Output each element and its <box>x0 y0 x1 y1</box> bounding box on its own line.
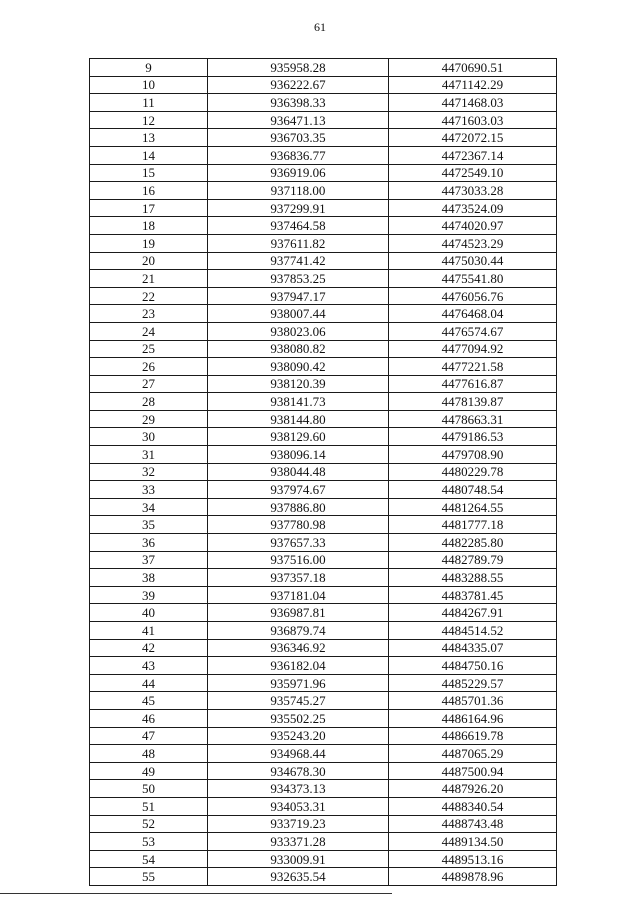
table-row <box>90 498 557 516</box>
x-coordinate-cell: 937886.80 <box>208 498 389 516</box>
x-coordinate-cell: 936879.74 <box>208 622 389 640</box>
point-number-cell: 32 <box>90 463 208 481</box>
point-number-cell: 10 <box>90 76 208 94</box>
y-coordinate-cell: 4488743.48 <box>389 815 557 833</box>
point-number-cell: 18 <box>90 217 208 235</box>
point-number-cell: 26 <box>90 358 208 376</box>
point-number-cell: 39 <box>90 586 208 604</box>
point-number-cell: 21 <box>90 270 208 288</box>
table-row <box>90 604 557 622</box>
table-row <box>90 868 557 886</box>
y-coordinate-cell: 4481264.55 <box>389 498 557 516</box>
y-coordinate-cell: 4476574.67 <box>389 322 557 340</box>
x-coordinate-cell: 938144.80 <box>208 410 389 428</box>
y-coordinate-cell: 4477094.92 <box>389 340 557 358</box>
table-row <box>90 622 557 640</box>
x-coordinate-cell: 936836.77 <box>208 146 389 164</box>
y-coordinate-cell: 4470690.51 <box>389 59 557 77</box>
point-number-cell: 44 <box>90 674 208 692</box>
table-row <box>90 428 557 446</box>
x-coordinate-cell: 935243.20 <box>208 727 389 745</box>
table-row <box>90 410 557 428</box>
y-coordinate-cell: 4472549.10 <box>389 164 557 182</box>
point-number-cell: 41 <box>90 622 208 640</box>
x-coordinate-cell: 936703.35 <box>208 129 389 147</box>
y-coordinate-cell: 4473033.28 <box>389 182 557 200</box>
y-coordinate-cell: 4472367.14 <box>389 146 557 164</box>
table-row <box>90 586 557 604</box>
x-coordinate-cell: 938044.48 <box>208 463 389 481</box>
y-coordinate-cell: 4483288.55 <box>389 569 557 587</box>
y-coordinate-cell: 4487500.94 <box>389 762 557 780</box>
y-coordinate-cell: 4478663.31 <box>389 410 557 428</box>
table-row <box>90 129 557 147</box>
table-row <box>90 76 557 94</box>
point-number-cell: 25 <box>90 340 208 358</box>
x-coordinate-cell: 937611.82 <box>208 234 389 252</box>
y-coordinate-cell: 4483781.45 <box>389 586 557 604</box>
table-row <box>90 146 557 164</box>
table-row <box>90 551 557 569</box>
point-number-cell: 52 <box>90 815 208 833</box>
y-coordinate-cell: 4472072.15 <box>389 129 557 147</box>
x-coordinate-cell: 936471.13 <box>208 111 389 129</box>
table-row <box>90 305 557 323</box>
table-row <box>90 780 557 798</box>
table-row <box>90 850 557 868</box>
y-coordinate-cell: 4477616.87 <box>389 375 557 393</box>
y-coordinate-cell: 4484750.16 <box>389 657 557 675</box>
table-row <box>90 234 557 252</box>
point-number-cell: 29 <box>90 410 208 428</box>
x-coordinate-cell: 937657.33 <box>208 534 389 552</box>
table-row <box>90 111 557 129</box>
table-row <box>90 516 557 534</box>
y-coordinate-cell: 4485701.36 <box>389 692 557 710</box>
point-number-cell: 46 <box>90 709 208 727</box>
x-coordinate-cell: 933719.23 <box>208 815 389 833</box>
y-coordinate-cell: 4484267.91 <box>389 604 557 622</box>
coordinates-table-body <box>90 59 557 886</box>
table-row <box>90 446 557 464</box>
x-coordinate-cell: 936398.33 <box>208 94 389 112</box>
x-coordinate-cell: 937181.04 <box>208 586 389 604</box>
point-number-cell: 35 <box>90 516 208 534</box>
table-row <box>90 270 557 288</box>
point-number-cell: 20 <box>90 252 208 270</box>
y-coordinate-cell: 4486164.96 <box>389 709 557 727</box>
point-number-cell: 31 <box>90 446 208 464</box>
x-coordinate-cell: 937118.00 <box>208 182 389 200</box>
table-row <box>90 340 557 358</box>
y-coordinate-cell: 4479186.53 <box>389 428 557 446</box>
table-row <box>90 199 557 217</box>
y-coordinate-cell: 4482285.80 <box>389 534 557 552</box>
bottom-rule <box>0 893 392 894</box>
x-coordinate-cell: 937299.91 <box>208 199 389 217</box>
y-coordinate-cell: 4482789.79 <box>389 551 557 569</box>
point-number-cell: 17 <box>90 199 208 217</box>
y-coordinate-cell: 4489134.50 <box>389 833 557 851</box>
table-row <box>90 287 557 305</box>
y-coordinate-cell: 4474523.29 <box>389 234 557 252</box>
y-coordinate-cell: 4475030.44 <box>389 252 557 270</box>
y-coordinate-cell: 4489878.96 <box>389 868 557 886</box>
y-coordinate-cell: 4478139.87 <box>389 393 557 411</box>
point-number-cell: 38 <box>90 569 208 587</box>
table-row <box>90 59 557 77</box>
x-coordinate-cell: 933371.28 <box>208 833 389 851</box>
y-coordinate-cell: 4487065.29 <box>389 745 557 763</box>
y-coordinate-cell: 4480229.78 <box>389 463 557 481</box>
point-number-cell: 34 <box>90 498 208 516</box>
table-row <box>90 657 557 675</box>
y-coordinate-cell: 4477221.58 <box>389 358 557 376</box>
y-coordinate-cell: 4489513.16 <box>389 850 557 868</box>
y-coordinate-cell: 4487926.20 <box>389 780 557 798</box>
x-coordinate-cell: 934678.30 <box>208 762 389 780</box>
x-coordinate-cell: 933009.91 <box>208 850 389 868</box>
x-coordinate-cell: 936182.04 <box>208 657 389 675</box>
y-coordinate-cell: 4488340.54 <box>389 797 557 815</box>
point-number-cell: 16 <box>90 182 208 200</box>
table-row <box>90 797 557 815</box>
table-row <box>90 727 557 745</box>
table-row <box>90 463 557 481</box>
y-coordinate-cell: 4475541.80 <box>389 270 557 288</box>
x-coordinate-cell: 938080.82 <box>208 340 389 358</box>
point-number-cell: 11 <box>90 94 208 112</box>
point-number-cell: 9 <box>90 59 208 77</box>
table-row <box>90 182 557 200</box>
x-coordinate-cell: 937947.17 <box>208 287 389 305</box>
y-coordinate-cell: 4471603.03 <box>389 111 557 129</box>
y-coordinate-cell: 4481777.18 <box>389 516 557 534</box>
table-row <box>90 94 557 112</box>
x-coordinate-cell: 932635.54 <box>208 868 389 886</box>
table-row <box>90 164 557 182</box>
table-row <box>90 217 557 235</box>
y-coordinate-cell: 4484335.07 <box>389 639 557 657</box>
x-coordinate-cell: 938090.42 <box>208 358 389 376</box>
y-coordinate-cell: 4480748.54 <box>389 481 557 499</box>
x-coordinate-cell: 938023.06 <box>208 322 389 340</box>
x-coordinate-cell: 934968.44 <box>208 745 389 763</box>
table-row <box>90 569 557 587</box>
table-row <box>90 692 557 710</box>
x-coordinate-cell: 936919.06 <box>208 164 389 182</box>
x-coordinate-cell: 936222.67 <box>208 76 389 94</box>
point-number-cell: 27 <box>90 375 208 393</box>
x-coordinate-cell: 935971.96 <box>208 674 389 692</box>
y-coordinate-cell: 4479708.90 <box>389 446 557 464</box>
table-row <box>90 833 557 851</box>
y-coordinate-cell: 4474020.97 <box>389 217 557 235</box>
table-row <box>90 534 557 552</box>
point-number-cell: 47 <box>90 727 208 745</box>
table-row <box>90 815 557 833</box>
x-coordinate-cell: 937464.58 <box>208 217 389 235</box>
x-coordinate-cell: 938096.14 <box>208 446 389 464</box>
point-number-cell: 42 <box>90 639 208 657</box>
x-coordinate-cell: 934373.13 <box>208 780 389 798</box>
x-coordinate-cell: 937357.18 <box>208 569 389 587</box>
point-number-cell: 54 <box>90 850 208 868</box>
x-coordinate-cell: 934053.31 <box>208 797 389 815</box>
coordinates-table <box>89 58 557 886</box>
table-row <box>90 709 557 727</box>
point-number-cell: 30 <box>90 428 208 446</box>
y-coordinate-cell: 4485229.57 <box>389 674 557 692</box>
x-coordinate-cell: 938120.39 <box>208 375 389 393</box>
x-coordinate-cell: 936987.81 <box>208 604 389 622</box>
point-number-cell: 53 <box>90 833 208 851</box>
table-row <box>90 252 557 270</box>
point-number-cell: 45 <box>90 692 208 710</box>
y-coordinate-cell: 4473524.09 <box>389 199 557 217</box>
table-row <box>90 674 557 692</box>
point-number-cell: 14 <box>90 146 208 164</box>
y-coordinate-cell: 4471142.29 <box>389 76 557 94</box>
x-coordinate-cell: 938007.44 <box>208 305 389 323</box>
y-coordinate-cell: 4471468.03 <box>389 94 557 112</box>
point-number-cell: 48 <box>90 745 208 763</box>
page-number: 61 <box>314 20 326 34</box>
point-number-cell: 19 <box>90 234 208 252</box>
point-number-cell: 37 <box>90 551 208 569</box>
x-coordinate-cell: 935958.28 <box>208 59 389 77</box>
point-number-cell: 49 <box>90 762 208 780</box>
table-row <box>90 762 557 780</box>
point-number-cell: 36 <box>90 534 208 552</box>
point-number-cell: 24 <box>90 322 208 340</box>
x-coordinate-cell: 937516.00 <box>208 551 389 569</box>
point-number-cell: 51 <box>90 797 208 815</box>
table-row <box>90 322 557 340</box>
point-number-cell: 55 <box>90 868 208 886</box>
y-coordinate-cell: 4484514.52 <box>389 622 557 640</box>
x-coordinate-cell: 937780.98 <box>208 516 389 534</box>
point-number-cell: 43 <box>90 657 208 675</box>
x-coordinate-cell: 935745.27 <box>208 692 389 710</box>
x-coordinate-cell: 937741.42 <box>208 252 389 270</box>
table-row <box>90 481 557 499</box>
point-number-cell: 50 <box>90 780 208 798</box>
point-number-cell: 28 <box>90 393 208 411</box>
point-number-cell: 12 <box>90 111 208 129</box>
y-coordinate-cell: 4476468.04 <box>389 305 557 323</box>
x-coordinate-cell: 937853.25 <box>208 270 389 288</box>
x-coordinate-cell: 937974.67 <box>208 481 389 499</box>
x-coordinate-cell: 936346.92 <box>208 639 389 657</box>
table-row <box>90 745 557 763</box>
point-number-cell: 22 <box>90 287 208 305</box>
table-row <box>90 639 557 657</box>
x-coordinate-cell: 938141.73 <box>208 393 389 411</box>
x-coordinate-cell: 938129.60 <box>208 428 389 446</box>
table-row <box>90 358 557 376</box>
point-number-cell: 33 <box>90 481 208 499</box>
point-number-cell: 23 <box>90 305 208 323</box>
y-coordinate-cell: 4476056.76 <box>389 287 557 305</box>
table-row <box>90 375 557 393</box>
y-coordinate-cell: 4486619.78 <box>389 727 557 745</box>
point-number-cell: 13 <box>90 129 208 147</box>
point-number-cell: 40 <box>90 604 208 622</box>
point-number-cell: 15 <box>90 164 208 182</box>
table-row <box>90 393 557 411</box>
x-coordinate-cell: 935502.25 <box>208 709 389 727</box>
